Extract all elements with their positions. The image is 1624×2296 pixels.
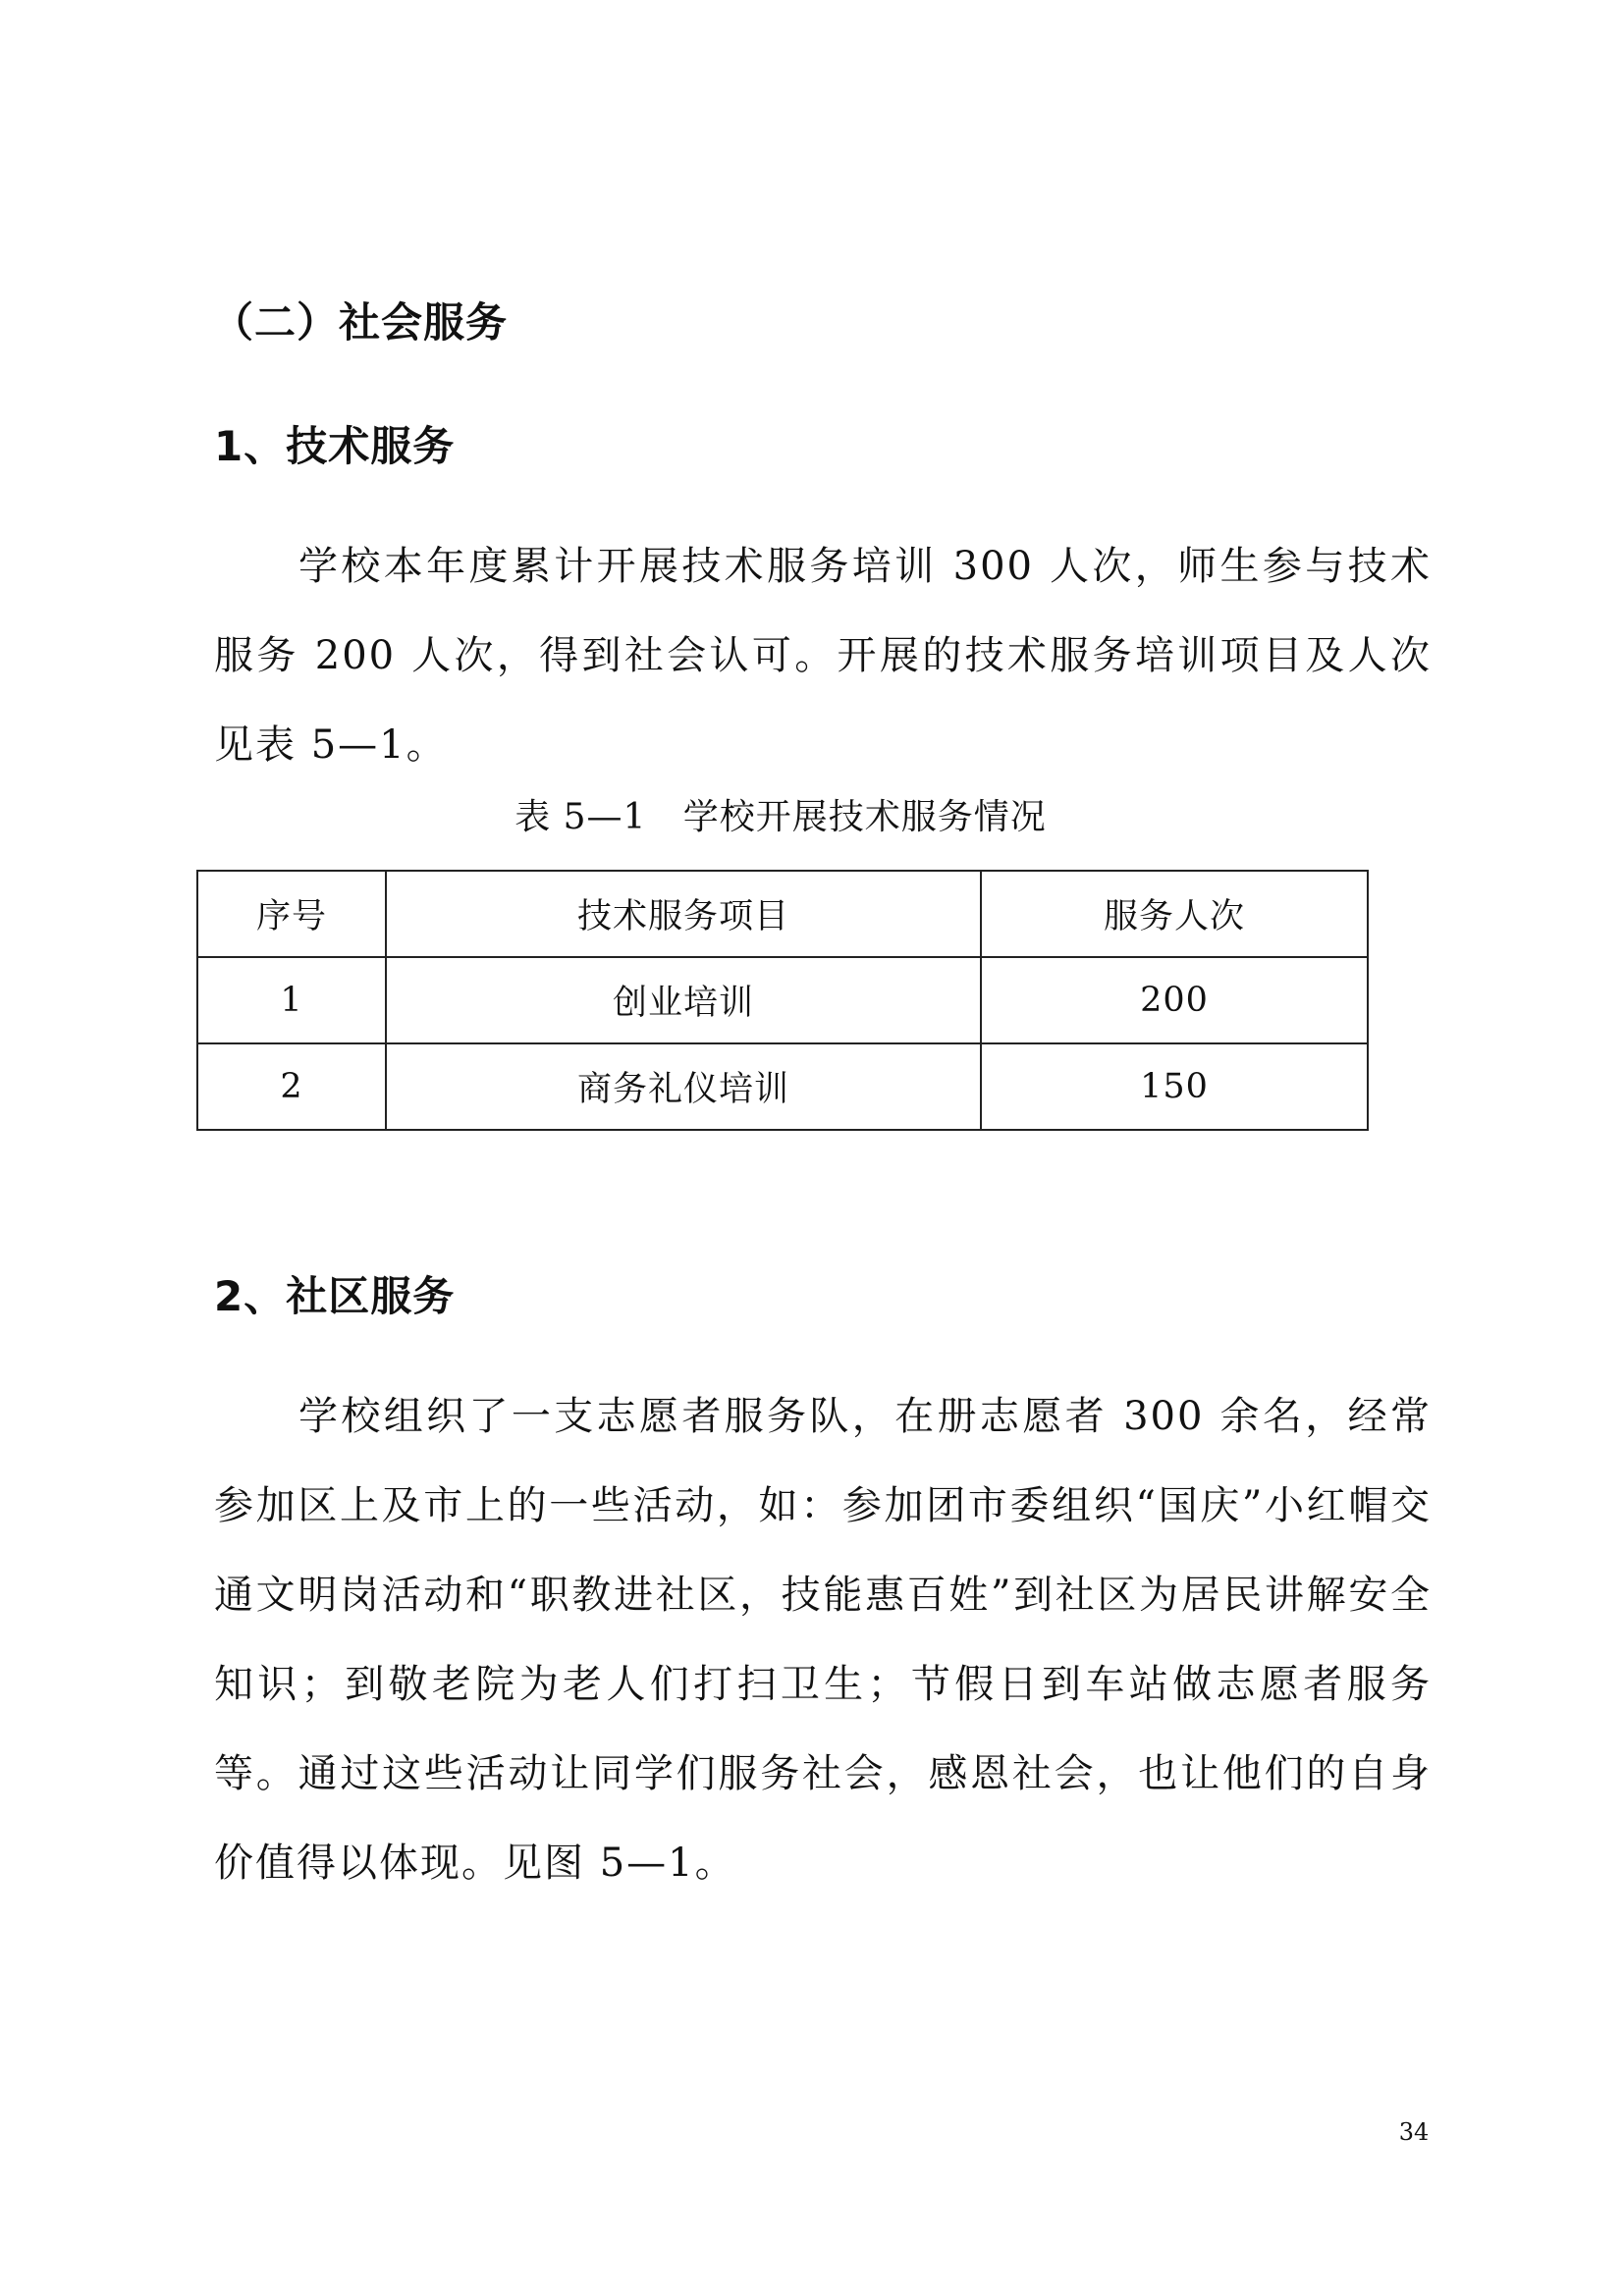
table-row: [197, 1043, 1368, 1130]
section-heading: （二）社会服务: [212, 298, 509, 347]
tech-service-table: [196, 870, 1369, 1131]
page-number: 34: [1398, 2118, 1430, 2146]
tech-service-paragraph: 学校本年度累计开展技术服务培训 300 人次，师生参与技术服务 200 人次，得到社会认可。开展的技术服务培训项目及人次见表 5—1。: [214, 544, 1432, 768]
table-caption: 表 5—1 学校开展技术服务情况: [514, 797, 1047, 837]
community-service-paragraph: 学校组织了一支志愿者服务队，在册志愿者 300 余名，经常参加区上及市上的一些活动，如：参加团市委组织“国庆”小红帽交通文明岗活动和“职教进社区，技能惠百姓”到社区为居民讲解安全知识；到敬老院为老人们打扫卫生；节假日到车站做志愿者服务等。通过这些活动让同学们服务社会，感恩社会，也让他们的自身价值得以体现。见图 5—1。: [214, 1394, 1432, 1886]
tech-service-heading: 1、技术服务: [214, 422, 456, 470]
table-cell: 150: [981, 1043, 1368, 1130]
table-cell: 创业培训: [386, 957, 981, 1043]
table-header-cell: 技术服务项目: [386, 871, 981, 957]
table-row: [197, 957, 1368, 1043]
table-cell: 1: [197, 957, 386, 1043]
table-cell: 商务礼仪培训: [386, 1043, 981, 1130]
table-header-row: [197, 871, 1368, 957]
community-service-heading: 2、社区服务: [214, 1272, 456, 1320]
table-header-cell: 序号: [197, 871, 386, 957]
table-header-cell: 服务人次: [981, 871, 1368, 957]
table-cell: 200: [981, 957, 1368, 1043]
table-cell: 2: [197, 1043, 386, 1130]
